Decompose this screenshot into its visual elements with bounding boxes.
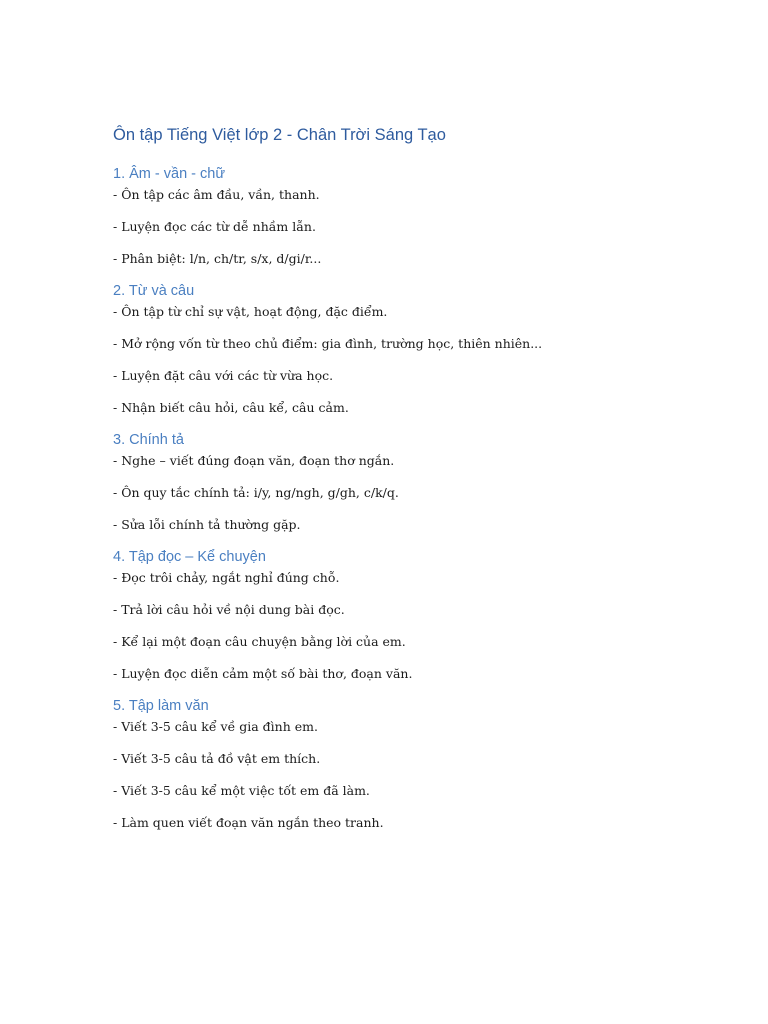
section-items [113,451,673,535]
list-item: - Kể lại một đoạn câu chuyện bằng lời của em. [113,634,406,649]
section-tap-doc-ke-chuyen [113,546,673,684]
section-heading: 4. Tập đọc – Kể chuyện [113,549,266,565]
section-items [113,717,673,833]
list-item: - Viết 3-5 câu kể một việc tốt em đã làm. [113,783,370,798]
document-page [113,122,673,844]
list-item: - Nhận biết câu hỏi, câu kể, câu cảm. [113,400,349,415]
list-item: - Làm quen viết đoạn văn ngắn theo tranh. [113,815,384,830]
list-item: - Phân biệt: l/n, ch/tr, s/x, d/gi/r... [113,251,322,266]
section-heading: 5. Tập làm văn [113,698,209,714]
list-item: - Trả lời câu hỏi về nội dung bài đọc. [113,602,345,617]
section-chinh-ta [113,429,673,535]
list-item: - Ôn quy tắc chính tả: i/y, ng/ngh, g/gh, c/k/q. [113,485,399,500]
section-tu-va-cau [113,280,673,418]
list-item: - Luyện đọc các từ dễ nhầm lẫn. [113,219,316,234]
list-item: - Luyện đặt câu với các từ vừa học. [113,368,334,383]
section-am-van-chu [113,163,673,269]
section-heading: 3. Chính tả [113,432,184,448]
section-items [113,185,673,269]
document-title: Ôn tập Tiếng Việt lớp 2 - Chân Trời Sáng Tạo [113,126,446,144]
list-item: - Ôn tập từ chỉ sự vật, hoạt động, đặc điểm. [113,304,388,319]
section-heading: 1. Âm - vần - chữ [113,166,226,182]
list-item: - Mở rộng vốn từ theo chủ điểm: gia đình, trường học, thiên nhiên... [113,336,543,351]
list-item: - Đọc trôi chảy, ngắt nghỉ đúng chỗ. [113,570,340,585]
section-heading: 2. Từ và câu [113,283,195,299]
list-item: - Viết 3-5 câu tả đồ vật em thích. [113,751,321,766]
list-item: - Luyện đọc diễn cảm một số bài thơ, đoạn văn. [113,666,413,681]
list-item: - Viết 3-5 câu kể về gia đình em. [113,719,318,734]
section-items [113,302,673,418]
section-tap-lam-van [113,695,673,833]
list-item: - Ôn tập các âm đầu, vần, thanh. [113,187,320,202]
section-items [113,568,673,684]
list-item: - Sửa lỗi chính tả thường gặp. [113,517,301,532]
list-item: - Nghe – viết đúng đoạn văn, đoạn thơ ngắn. [113,453,395,468]
